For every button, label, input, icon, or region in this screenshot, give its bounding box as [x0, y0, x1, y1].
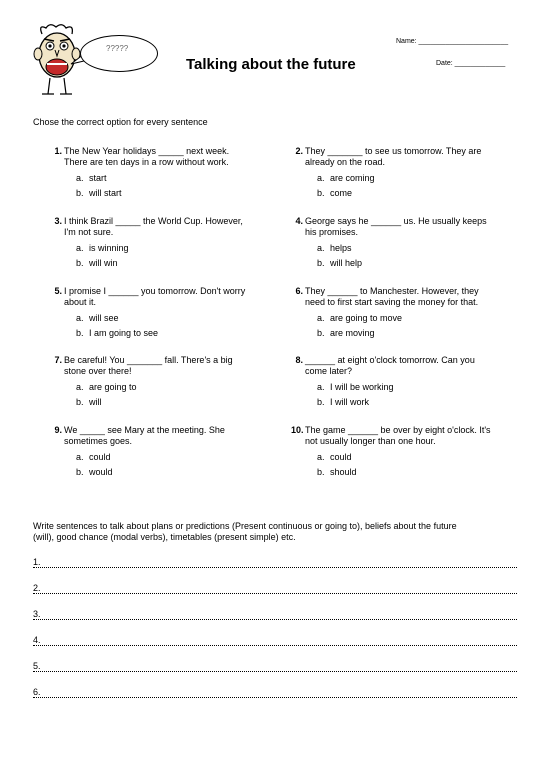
question-number: 7.: [54, 355, 62, 365]
option-a[interactable]: [76, 243, 129, 254]
speech-bubble-text: ?????: [106, 44, 129, 53]
question-8: [295, 355, 517, 407]
answer-line-number: 2.: [33, 583, 41, 593]
option-text: could: [89, 452, 111, 462]
option-letter: a.: [76, 382, 84, 392]
option-text: would: [89, 467, 113, 477]
option-letter: b.: [76, 397, 84, 407]
option-b[interactable]: [317, 328, 375, 339]
option-letter: a.: [317, 452, 325, 462]
question-number: 5.: [54, 286, 62, 296]
question-text-line-1: They ______ to Manchester. However, they: [305, 286, 479, 296]
question-text-line-1: The game ______ be over by eight o'clock. It's: [305, 425, 491, 435]
question-text-line-2: not usually longer than one hour.: [305, 436, 436, 446]
question-text-line-1: I promise I ______ you tomorrow. Don't worry: [64, 286, 246, 296]
option-letter: b.: [76, 258, 84, 268]
option-letter: a.: [76, 452, 84, 462]
option-letter: b.: [76, 328, 84, 338]
instructions: Chose the correct option for every sentence: [33, 117, 208, 127]
question-7: [54, 355, 276, 407]
question-1: [54, 146, 276, 198]
writing-prompt-line-2: (will), good chance (modal verbs), timetables (present simple) etc.: [33, 532, 296, 542]
answer-line-number: 5.: [33, 661, 41, 671]
question-number: 8.: [295, 355, 303, 365]
option-letter: b.: [317, 258, 325, 268]
option-text: could: [330, 452, 352, 462]
option-text: I will be working: [330, 382, 394, 392]
option-text: is winning: [89, 243, 129, 253]
question-6: [295, 286, 517, 338]
option-b[interactable]: [76, 397, 102, 408]
answer-rule: [33, 567, 517, 568]
option-b[interactable]: [76, 467, 113, 478]
question-text-line-2: stone over there!: [64, 366, 132, 376]
option-a[interactable]: [317, 313, 402, 324]
option-b[interactable]: [76, 188, 122, 199]
question-5: [54, 286, 276, 338]
question-number: 10.: [291, 425, 304, 435]
answer-rule: [33, 671, 517, 672]
question-text-line-1: ______ at eight o'clock tomorrow. Can you: [305, 355, 475, 365]
option-a[interactable]: [76, 382, 137, 393]
question-text-line-1: George says he ______ us. He usually keeps: [305, 216, 487, 226]
speech-bubble: [80, 35, 158, 72]
question-text-line-1: They _______ to see us tomorrow. They are: [305, 146, 482, 156]
option-text: start: [89, 173, 107, 183]
answer-rule: [33, 697, 517, 698]
question-text-line-1: Be careful! You _______ fall. There's a big: [64, 355, 233, 365]
option-text: will: [89, 397, 102, 407]
option-letter: b.: [317, 467, 325, 477]
question-text-line-1: The New Year holidays _____ next week.: [64, 146, 230, 156]
question-number: 1.: [54, 146, 62, 156]
option-text: should: [330, 467, 357, 477]
option-b[interactable]: [317, 258, 362, 269]
option-text: I am going to see: [89, 328, 159, 338]
question-number: 9.: [54, 425, 62, 435]
question-text-line-1: I think Brazil _____ the World Cup. However,: [64, 216, 243, 226]
option-letter: a.: [76, 313, 84, 323]
writing-prompt: [33, 521, 513, 543]
option-text: are going to move: [330, 313, 403, 323]
date-field[interactable]: Date: _____________: [436, 60, 506, 67]
answer-line-number: 3.: [33, 609, 41, 619]
option-text: are coming: [330, 173, 375, 183]
question-text-line-2: his promises.: [305, 227, 359, 237]
option-a[interactable]: [317, 382, 394, 393]
question-text-line-2: I'm not sure.: [64, 227, 114, 237]
question-text-line-2: There are ten days in a row without work.: [64, 157, 229, 167]
option-a[interactable]: [76, 313, 119, 324]
question-4: [295, 216, 517, 268]
option-text: I will work: [330, 397, 370, 407]
question-number: 4.: [295, 216, 303, 226]
option-text: will help: [330, 258, 363, 268]
writing-prompt-line-1: Write sentences to talk about plans or predictions (Present continuous or going to), beliefs about the future: [33, 521, 457, 531]
option-letter: b.: [317, 397, 325, 407]
option-b[interactable]: [76, 258, 118, 269]
option-a[interactable]: [317, 243, 352, 254]
option-b[interactable]: [317, 467, 357, 478]
option-letter: a.: [76, 243, 84, 253]
option-a[interactable]: [317, 173, 375, 184]
question-text-line-2: sometimes goes.: [64, 436, 133, 446]
option-b[interactable]: [317, 397, 369, 408]
option-letter: a.: [317, 382, 325, 392]
option-text: will win: [89, 258, 118, 268]
answer-rule: [33, 593, 517, 594]
question-10: [291, 425, 517, 477]
option-letter: a.: [317, 173, 325, 183]
question-number: 3.: [54, 216, 62, 226]
option-text: helps: [330, 243, 352, 253]
question-text-line-2: need to first start saving the money for that.: [305, 297, 479, 307]
option-text: will see: [89, 313, 119, 323]
option-letter: b.: [317, 328, 325, 338]
option-b[interactable]: [317, 188, 352, 199]
answer-rule: [33, 619, 517, 620]
answer-line-number: 6.: [33, 687, 41, 697]
question-text-line-2: come later?: [305, 366, 353, 376]
option-text: are moving: [330, 328, 375, 338]
name-field[interactable]: Name: _______________________: [396, 38, 509, 45]
question-number: 2.: [295, 146, 303, 156]
option-text: will start: [89, 188, 122, 198]
option-a[interactable]: [76, 173, 107, 184]
option-a[interactable]: [76, 452, 111, 463]
answer-line-number: 1.: [33, 557, 41, 567]
option-letter: b.: [317, 188, 325, 198]
page-title: Talking about the future: [186, 56, 356, 73]
option-text: come: [330, 188, 353, 198]
option-b[interactable]: [76, 328, 158, 339]
answer-line-number: 4.: [33, 635, 41, 645]
question-9: [54, 425, 276, 477]
question-text-line-2: already on the road.: [305, 157, 386, 167]
option-text: are going to: [89, 382, 137, 392]
answer-rule: [33, 645, 517, 646]
question-text-line-1: We _____ see Mary at the meeting. She: [64, 425, 225, 435]
question-2: [295, 146, 517, 198]
option-letter: b.: [76, 467, 84, 477]
question-number: 6.: [295, 286, 303, 296]
option-a[interactable]: [317, 452, 352, 463]
option-letter: a.: [76, 173, 84, 183]
question-text-line-2: about it.: [64, 297, 97, 307]
option-letter: b.: [76, 188, 84, 198]
option-letter: a.: [317, 313, 325, 323]
question-3: [54, 216, 276, 268]
option-letter: a.: [317, 243, 325, 253]
